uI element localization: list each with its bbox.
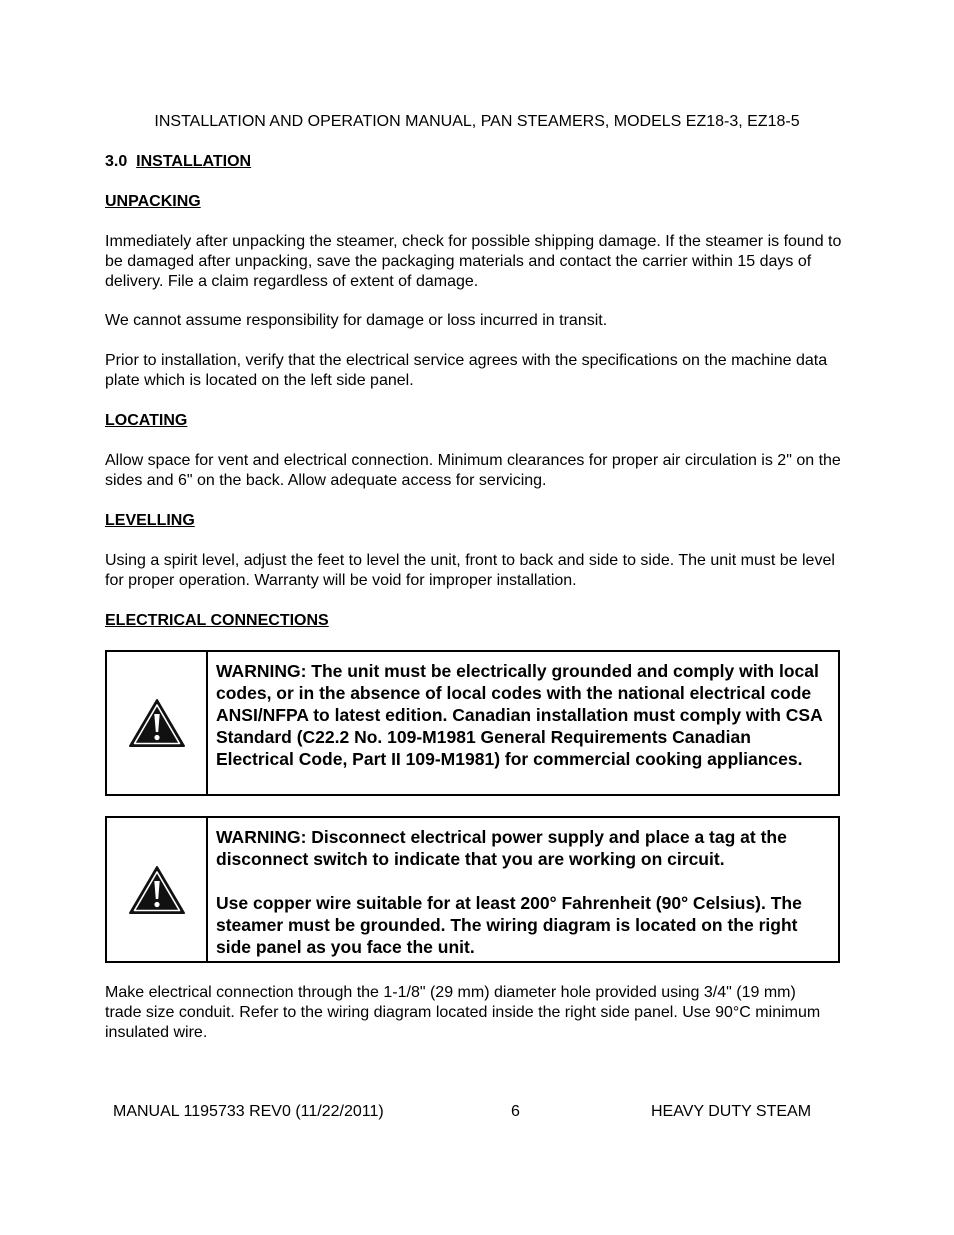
section-heading <box>105 152 845 172</box>
warning-icon-cell <box>107 652 208 794</box>
unpacking-paragraph-2: We cannot assume responsibility for damage or loss incurred in transit. <box>105 312 608 329</box>
warning-text-wire: Use copper wire suitable for at least 200° Fahrenheit (90° Celsius). The steamer must be grounded. The wiring diagram is located on the right side panel as you face the unit. <box>216 893 802 957</box>
footer-page-number: 6 <box>511 1103 520 1120</box>
warning-triangle-icon <box>128 865 186 915</box>
warning-text-cell <box>208 652 838 794</box>
locating-heading: LOCATING <box>105 412 188 429</box>
footer-brand: HEAVY DUTY STEAM <box>651 1103 812 1120</box>
warning-box-grounding <box>105 650 840 796</box>
footer-manual-id: MANUAL 1195733 REV0 (11/22/2011) <box>113 1103 384 1120</box>
unpacking-paragraph-3: Prior to installation, verify that the electrical service agrees with the specifications on the machine data plate which is located on the left side panel. <box>105 352 828 389</box>
warning-text-cell <box>208 818 838 961</box>
section-number: 3.0 <box>105 153 128 170</box>
levelling-heading: LEVELLING <box>105 512 195 529</box>
warning-text: WARNING: The unit must be electrically grounded and comply with local codes, or in the absence of local codes with the national electrical code ANSI/NFPA to latest edition. Canadian installation must comply with CSA Standard (C22.2 No. 109-M1981 General Requirements Canadian Electrical Code, Part II 109-M1981) for commercial cooking appliances. <box>216 661 823 769</box>
warning-icon-cell <box>107 818 208 961</box>
unpacking-paragraph-1: Immediately after unpacking the steamer, check for possible shipping damage. If the steamer is found to be damaged after unpacking, save the packaging materials and contact the carrier within 15 days of delivery. File a claim regardless of extent of damage. <box>105 233 842 290</box>
electrical-paragraph: Make electrical connection through the 1-1/8" (29 mm) diameter hole provided using 3/4" (19 mm) trade size conduit. Refer to the wiring diagram located inside the right side panel. Use 90°C minimum insulated wire. <box>105 984 821 1041</box>
warning-box-disconnect <box>105 816 840 963</box>
levelling-paragraph: Using a spirit level, adjust the feet to level the unit, front to back and side to side. The unit must be level for proper operation. Warranty will be void for improper installation. <box>105 552 835 589</box>
warning-triangle-icon <box>128 698 186 748</box>
section-title: INSTALLATION <box>136 153 252 170</box>
electrical-heading: ELECTRICAL CONNECTIONS <box>105 612 329 629</box>
page-header: INSTALLATION AND OPERATION MANUAL, PAN STEAMERS, MODELS EZ18-3, EZ18-5 <box>154 113 800 130</box>
unpacking-heading: UNPACKING <box>105 193 201 210</box>
warning-text-disconnect: WARNING: Disconnect electrical power supply and place a tag at the disconnect switch to indicate that you are working on circuit. <box>216 827 787 869</box>
locating-paragraph: Allow space for vent and electrical connection. Minimum clearances for proper air circulation is 2" on the sides and 6" on the back. Allow adequate access for servicing. <box>105 452 841 489</box>
